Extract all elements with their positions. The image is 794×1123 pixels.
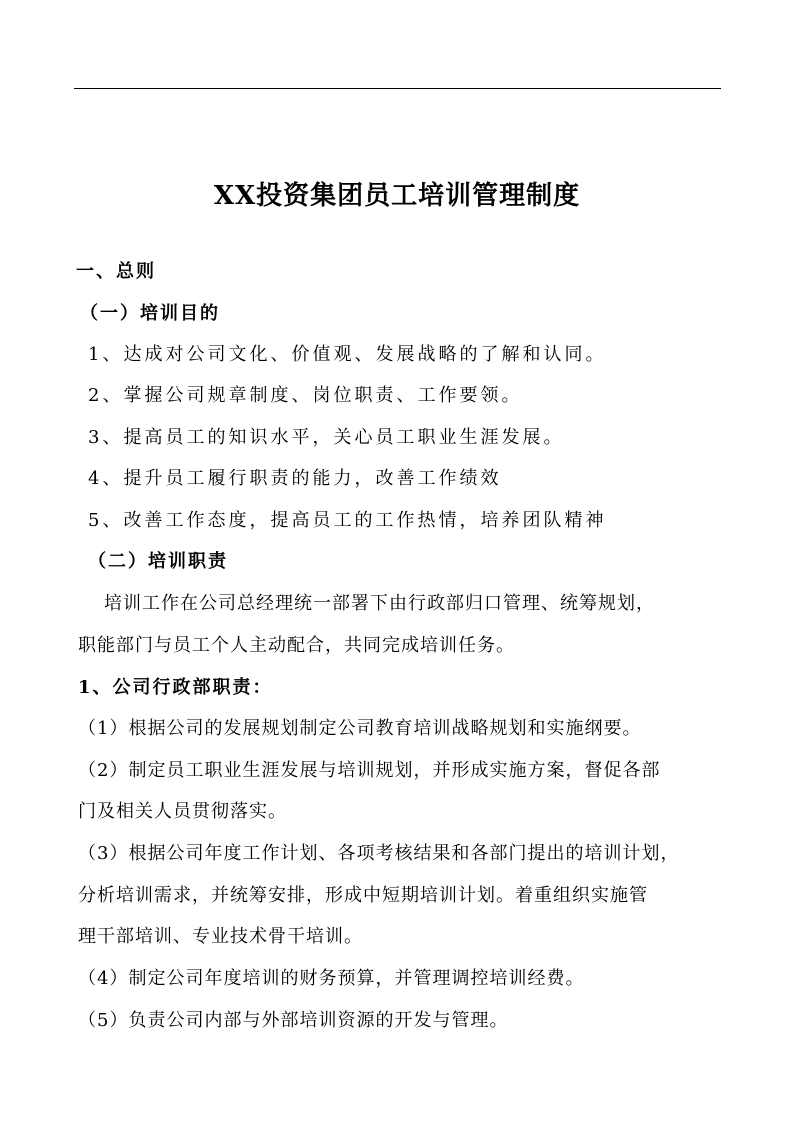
admin-duty-3-line-1: （3）根据公司年度工作计划、各项考核结果和各部门提出的培训计划， <box>78 843 680 864</box>
purpose-item-2: 2、掌握公司规章制度、岗位职责、工作要领。 <box>88 385 523 406</box>
purpose-item-4: 4、提升员工履行职责的能力，改善工作绩效 <box>88 468 502 489</box>
duty-paragraph-line-1: 培训工作在公司总经理统一部署下由行政部归口管理、统筹规划， <box>104 593 655 614</box>
admin-duty-1: （1）根据公司的发展规划制定公司教育培训战略规划和实施纲要。 <box>78 718 642 739</box>
duty-paragraph-line-2: 职能部门与员工个人主动配合，共同完成培训任务。 <box>78 635 515 656</box>
admin-duties-heading: 1、公司行政部职责： <box>78 677 273 698</box>
header-rule <box>74 88 721 89</box>
admin-duty-4: （4）制定公司年度培训的财务预算，并管理调控培训经费。 <box>78 968 585 989</box>
admin-duty-2-line-1: （2）制定员工职业生涯发展与培训规划，并形成实施方案，督促各部 <box>78 760 661 781</box>
admin-duty-2-line-2: 门及相关人员贯彻落实。 <box>78 801 287 822</box>
subsection-heading-duties: （二）培训职责 <box>88 551 228 572</box>
admin-duty-5: （5）负责公司内部与外部培训资源的开发与管理。 <box>78 1010 509 1031</box>
document-title: XX投资集团员工培训管理制度 <box>213 181 581 211</box>
purpose-item-3: 3、提高员工的知识水平，关心员工职业生涯发展。 <box>88 427 565 448</box>
subsection-heading-purpose: （一）培训目的 <box>80 303 220 324</box>
purpose-item-1: 1、达成对公司文化、价值观、发展战略的了解和认同。 <box>88 344 607 365</box>
section-heading-general: 一、总则 <box>76 261 156 282</box>
admin-duty-3-line-3: 理干部培训、专业技术骨干培训。 <box>78 926 363 947</box>
admin-duty-3-line-2: 分析培训需求，并统筹安排，形成中短期培训计划。着重组织实施管 <box>78 885 648 906</box>
purpose-item-5: 5、改善工作态度，提高员工的工作热情，培养团队精神 <box>88 510 607 531</box>
